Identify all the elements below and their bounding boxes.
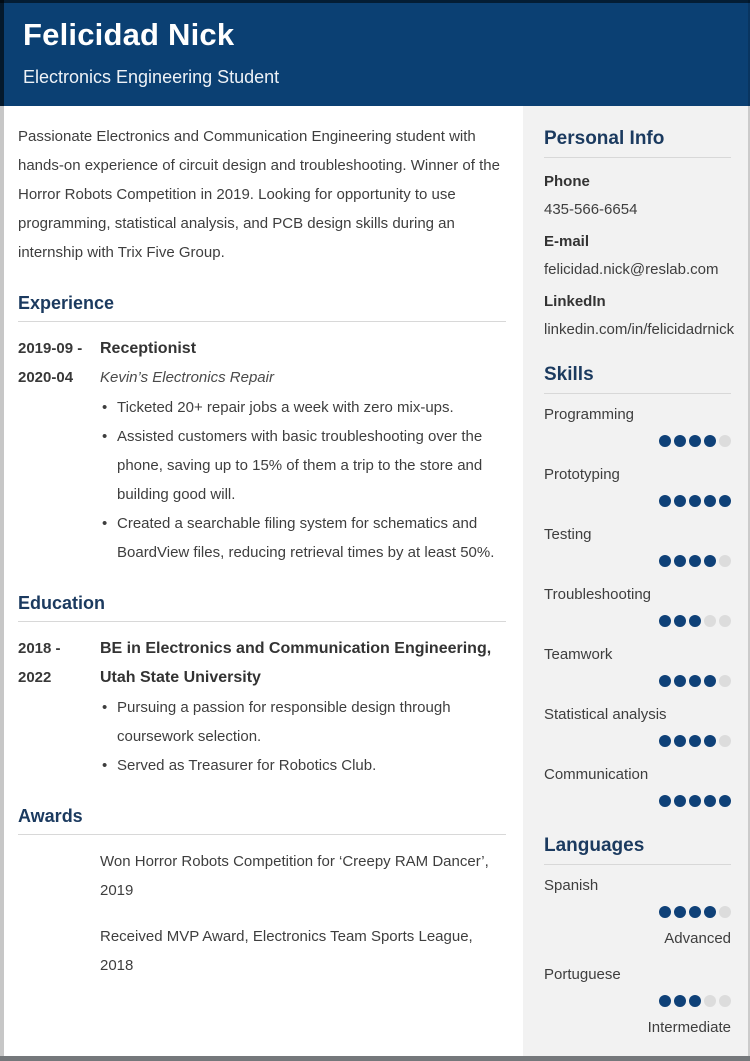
- rating-dot-filled: [704, 906, 716, 918]
- skill-item: [544, 466, 731, 509]
- language-rating-dots: [544, 906, 731, 920]
- skill-rating-dots: [544, 615, 731, 629]
- date-end: 2020-04: [18, 369, 74, 386]
- candidate-job-title: Electronics Engineering Student: [23, 67, 280, 87]
- rating-dot-filled: [674, 615, 686, 627]
- main-column: [0, 106, 523, 1061]
- awards-heading: Awards: [18, 806, 83, 826]
- skill-rating-dots: [544, 495, 731, 509]
- rating-dot-filled: [674, 495, 686, 507]
- window-left-edge-header: [0, 0, 4, 106]
- awards-list: [18, 847, 506, 980]
- skill-name: Testing: [544, 526, 592, 543]
- education-degree: BE in Electronics and Communication Engineering, Utah State University: [100, 640, 492, 686]
- skill-name: Statistical analysis: [544, 706, 667, 723]
- personal-info-section: [544, 128, 735, 338]
- rating-dot-filled: [689, 615, 701, 627]
- languages-heading: Languages: [544, 835, 645, 856]
- experience-company: Kevin’s Electronics Repair: [100, 369, 274, 386]
- phone-value: 435-566-6654: [544, 201, 638, 218]
- rating-dot-filled: [704, 435, 716, 447]
- education-dates: [18, 634, 100, 780]
- section-divider: [544, 157, 731, 158]
- skills-heading: Skills: [544, 364, 594, 385]
- rating-dot-filled: [659, 906, 671, 918]
- section-divider: [544, 864, 731, 865]
- rating-dot-filled: [659, 995, 671, 1007]
- email-label: E-mail: [544, 233, 590, 250]
- personal-info-heading: Personal Info: [544, 128, 665, 149]
- rating-dot-filled: [689, 495, 701, 507]
- rating-dot-filled: [674, 735, 686, 747]
- date-start: 2018 -: [18, 640, 61, 657]
- window-bottom-edge: [0, 1056, 750, 1061]
- skill-item: [544, 526, 731, 569]
- linkedin-value: linkedin.com/in/felicidadrnick: [544, 321, 735, 338]
- rating-dot-filled: [689, 795, 701, 807]
- award-item: Received MVP Award, Electronics Team Sports League, 2018: [100, 928, 473, 974]
- education-bullet-list: [100, 693, 506, 780]
- skills-section: [544, 364, 731, 809]
- sidebar-column: [523, 106, 750, 1061]
- language-rating-dots: [544, 995, 731, 1009]
- language-proficiency: Advanced: [664, 930, 731, 947]
- rating-dot-filled: [659, 675, 671, 687]
- award-item: Won Horror Robots Competition for ‘Creepy RAM Dancer’, 2019: [100, 853, 489, 899]
- rating-dot-filled: [674, 906, 686, 918]
- rating-dot-filled: [689, 555, 701, 567]
- skill-item: [544, 646, 731, 689]
- skill-name: Prototyping: [544, 466, 620, 483]
- rating-dot-filled: [689, 735, 701, 747]
- rating-dot-empty: [704, 615, 716, 627]
- experience-section: [18, 293, 506, 567]
- summary-paragraph: Passionate Electronics and Communication Engineering student with hands-on experience of circuit design and troubleshooting. Winner of the Horror Robots Competition in 2019. Looking for opportunity to use programming, statistical analysis, and PCB design skills during an internship with Trix Five Group.: [18, 128, 500, 261]
- skill-rating-dots: [544, 435, 731, 449]
- language-proficiency: Intermediate: [647, 1019, 731, 1036]
- experience-dates: [18, 334, 100, 567]
- window-left-edge: [0, 0, 4, 1061]
- rating-dot-empty: [719, 615, 731, 627]
- skill-name: Troubleshooting: [544, 586, 652, 603]
- language-name: Spanish: [544, 877, 599, 894]
- languages-section: [544, 835, 731, 1036]
- rating-dot-filled: [674, 995, 686, 1007]
- rating-dot-filled: [674, 435, 686, 447]
- rating-dot-filled: [704, 735, 716, 747]
- rating-dot-filled: [659, 795, 671, 807]
- rating-dot-empty: [719, 735, 731, 747]
- rating-dot-filled: [659, 435, 671, 447]
- section-divider: [18, 321, 506, 322]
- rating-dot-filled: [689, 675, 701, 687]
- rating-dot-filled: [659, 735, 671, 747]
- rating-dot-filled: [674, 795, 686, 807]
- education-bullet: • Served as Treasurer for Robotics Club.: [100, 751, 506, 780]
- experience-heading: Experience: [18, 293, 115, 313]
- experience-bullet: • Assisted customers with basic troubleshooting over the phone, saving up to 15% of them a trip to the store and building good will.: [100, 422, 506, 509]
- skill-rating-dots: [544, 735, 731, 749]
- rating-dot-filled: [659, 495, 671, 507]
- experience-bullet: • Ticketed 20+ repair jobs a week with zero mix-ups.: [100, 393, 506, 422]
- email-value: felicidad.nick@reslab.com: [544, 261, 719, 278]
- skill-rating-dots: [544, 555, 731, 569]
- rating-dot-filled: [704, 795, 716, 807]
- skill-name: Communication: [544, 766, 649, 783]
- experience-entry-body: [100, 334, 506, 567]
- rating-dot-filled: [674, 675, 686, 687]
- rating-dot-filled: [719, 495, 731, 507]
- skill-name: Programming: [544, 406, 635, 423]
- section-divider: [18, 621, 506, 622]
- rating-dot-empty: [704, 995, 716, 1007]
- language-item: [544, 966, 731, 1036]
- skill-rating-dots: [544, 675, 731, 689]
- section-divider: [544, 393, 731, 394]
- rating-dot-filled: [689, 435, 701, 447]
- date-start: 2019-09 -: [18, 340, 83, 357]
- window-top-edge: [0, 0, 750, 3]
- awards-section: [18, 806, 506, 980]
- date-end: 2022: [18, 669, 52, 686]
- education-entry-body: [100, 634, 506, 780]
- rating-dot-filled: [674, 555, 686, 567]
- rating-dot-filled: [659, 555, 671, 567]
- experience-entry: [18, 334, 506, 567]
- rating-dot-filled: [704, 675, 716, 687]
- rating-dot-filled: [704, 555, 716, 567]
- education-heading: Education: [18, 593, 106, 613]
- phone-label: Phone: [544, 173, 590, 190]
- rating-dot-empty: [719, 675, 731, 687]
- education-entry: [18, 634, 506, 780]
- language-item: [544, 877, 731, 947]
- rating-dot-filled: [704, 495, 716, 507]
- rating-dot-empty: [719, 906, 731, 918]
- experience-bullet-list: [100, 393, 506, 567]
- rating-dot-empty: [719, 555, 731, 567]
- rating-dot-filled: [659, 615, 671, 627]
- section-divider: [18, 834, 506, 835]
- language-name: Portuguese: [544, 966, 621, 983]
- skill-item: [544, 706, 731, 749]
- rating-dot-empty: [719, 435, 731, 447]
- skill-name: Teamwork: [544, 646, 613, 663]
- skill-item: [544, 406, 731, 449]
- education-bullet: • Pursuing a passion for responsible design through coursework selection.: [100, 693, 506, 751]
- rating-dot-filled: [689, 995, 701, 1007]
- rating-dot-filled: [719, 795, 731, 807]
- experience-job-title: Receptionist: [100, 340, 197, 357]
- skill-item: [544, 586, 731, 629]
- rating-dot-filled: [689, 906, 701, 918]
- linkedin-label: LinkedIn: [544, 293, 606, 310]
- rating-dot-empty: [719, 995, 731, 1007]
- skill-item: [544, 766, 731, 809]
- experience-bullet: • Created a searchable filing system for schematics and BoardView files, reducing retrieval times by at least 50%.: [100, 509, 506, 567]
- resume-header: [0, 0, 750, 106]
- education-section: [18, 593, 506, 780]
- skill-rating-dots: [544, 795, 731, 809]
- candidate-name: Felicidad Nick: [23, 17, 235, 52]
- resume-body: [0, 106, 750, 1061]
